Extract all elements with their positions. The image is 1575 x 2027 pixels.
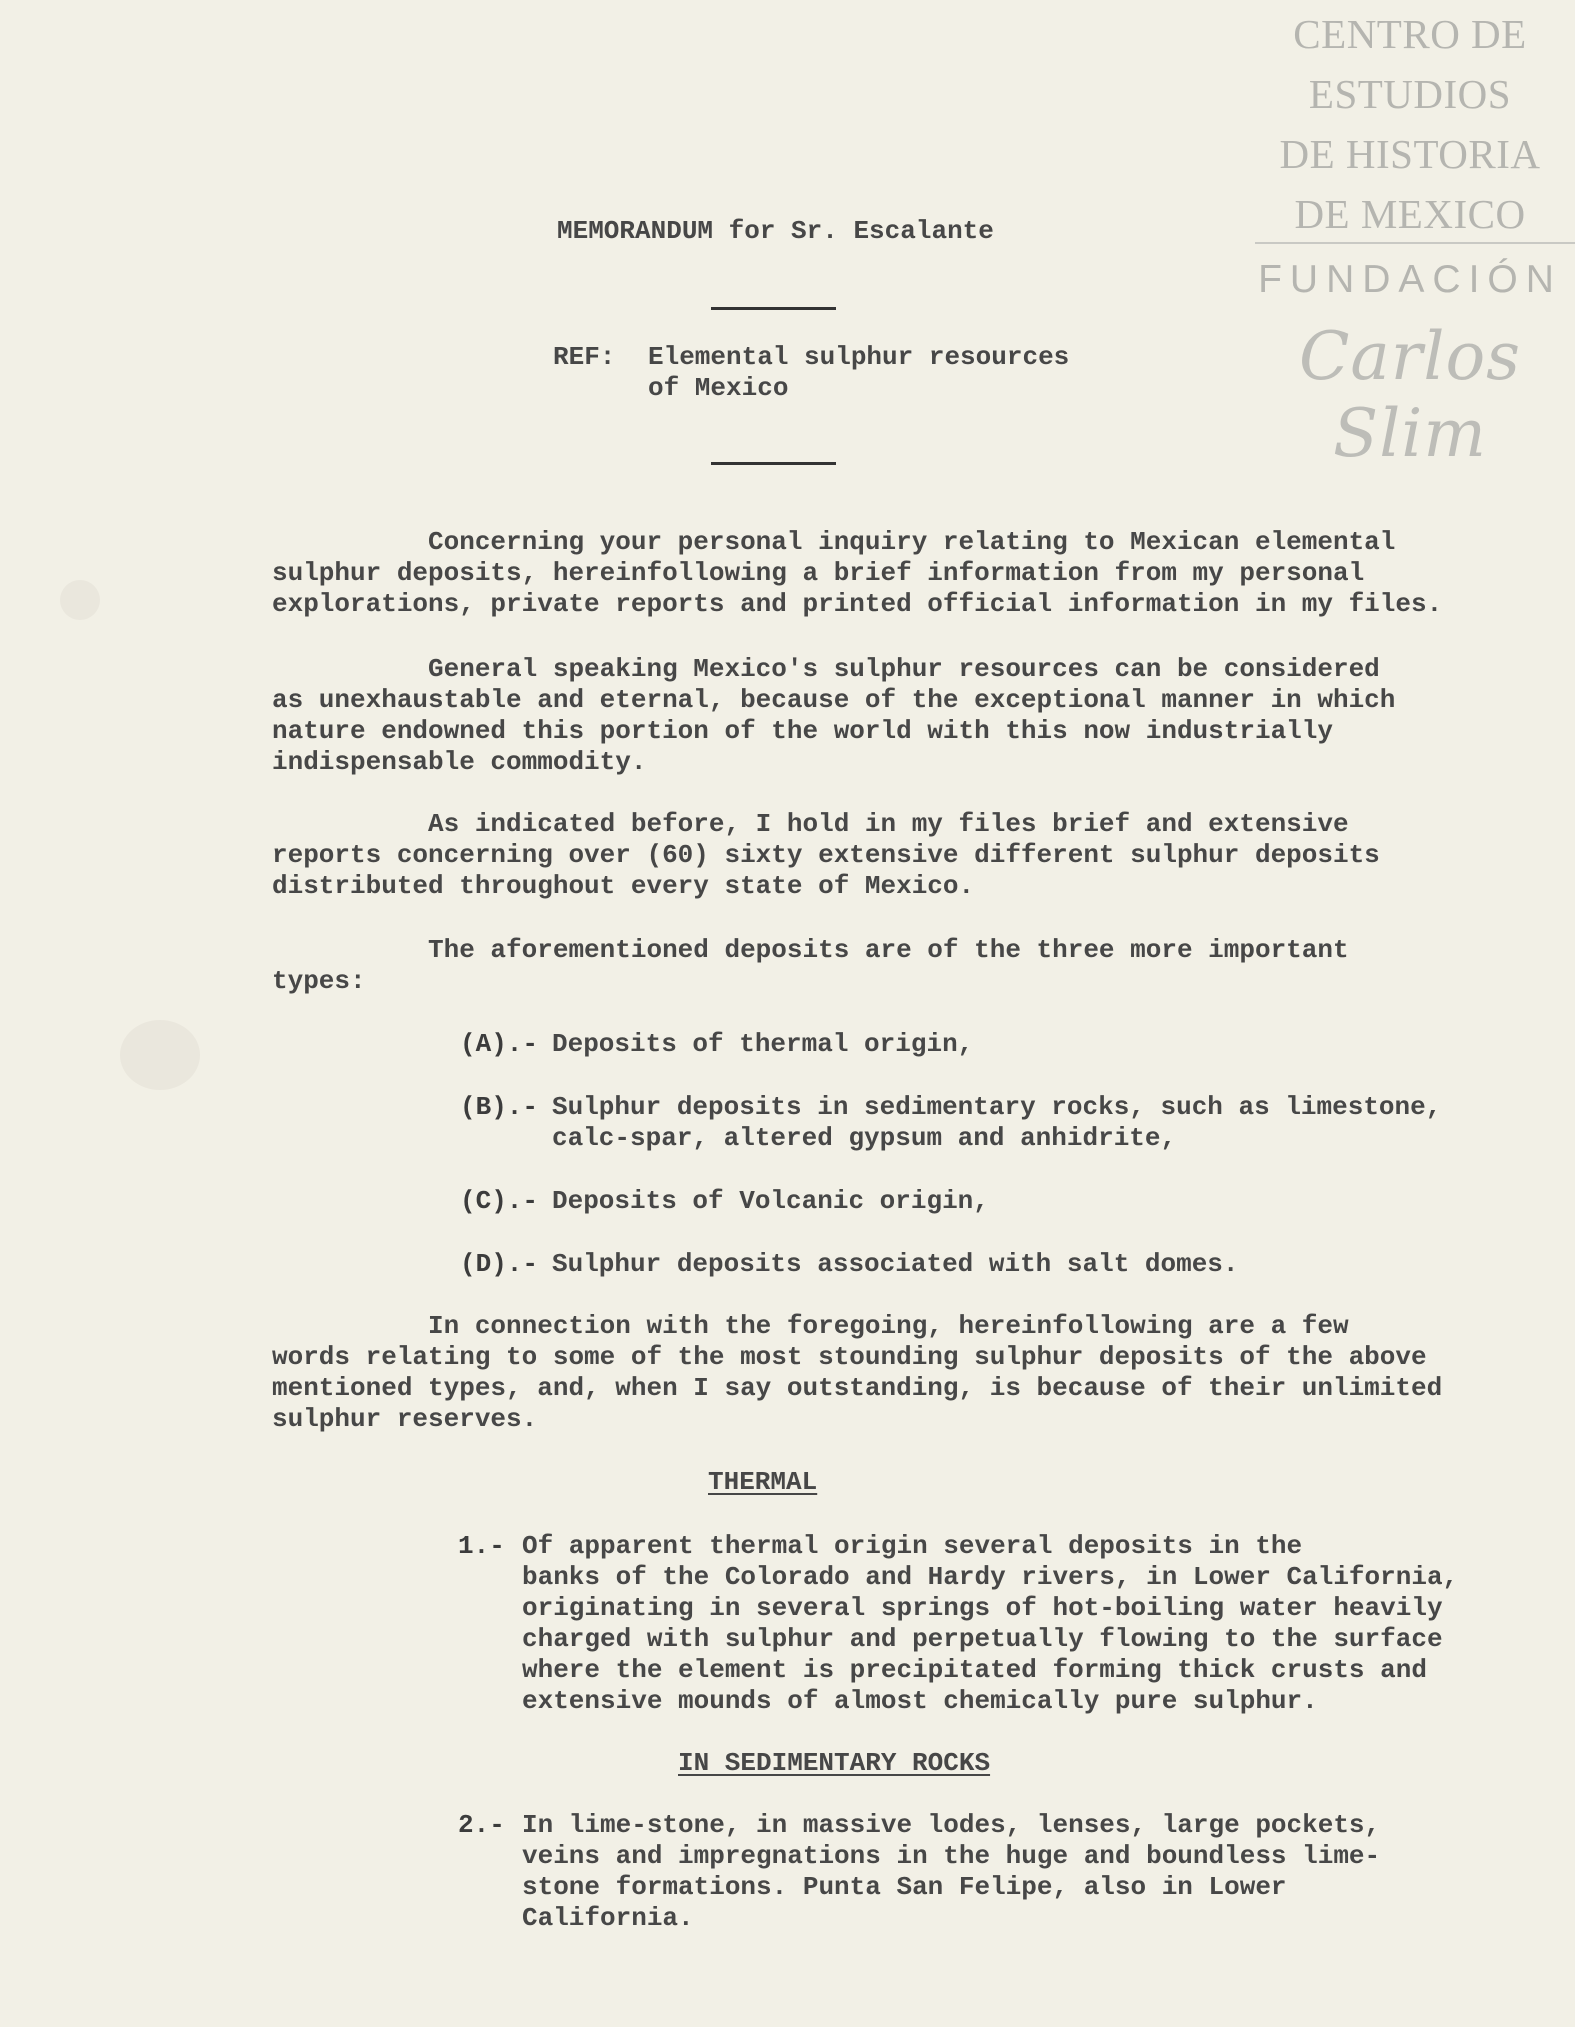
text-line: charged with sulphur and perpetually flowing to the surface: [522, 1624, 1443, 1654]
type-label: (A).-: [460, 1029, 539, 1059]
text-line: nature endowned this portion of the world with this now industrially: [272, 716, 1333, 746]
text-line: Sulphur deposits in sedimentary rocks, such as limestone,: [552, 1092, 1442, 1122]
section-heading-thermal: THERMAL: [708, 1467, 818, 1497]
watermark-line: DE MEXICO: [1294, 191, 1526, 237]
ref-line: of Mexico: [648, 373, 789, 403]
text-line: words relating to some of the most stounding sulphur deposits of the above: [272, 1342, 1427, 1372]
paper-stain: [120, 1020, 200, 1090]
watermark-line: CENTRO DE: [1293, 11, 1527, 57]
text-line: General speaking Mexico's sulphur resources can be considered: [272, 654, 1380, 684]
text-line: stone formations. Punta San Felipe, also in Lower: [522, 1872, 1287, 1902]
text-line: mentioned types, and, when I say outstanding, is because of their unlimited: [272, 1373, 1443, 1403]
paragraph-files: [272, 809, 1452, 902]
text-line: veins and impregnations in the huge and boundless lime-: [522, 1841, 1381, 1871]
watermark-line: ESTUDIOS: [1308, 71, 1512, 117]
text-line: California.: [522, 1903, 694, 1933]
text-line: Sulphur deposits associated with salt domes.: [552, 1249, 1239, 1279]
text-line: explorations, private reports and printed official information in my files.: [272, 589, 1443, 619]
archive-watermark: [1245, 0, 1575, 472]
type-label: (C).-: [460, 1186, 539, 1216]
text-line: extensive mounds of almost chemically pure sulphur.: [522, 1686, 1318, 1716]
type-text: [552, 1249, 1239, 1280]
text-line: Deposits of Volcanic origin,: [552, 1186, 989, 1216]
text-line: reports concerning over (60) sixty extensive different sulphur deposits: [272, 840, 1380, 870]
text-line: In connection with the foregoing, hereinfollowing are a few: [272, 1311, 1349, 1341]
text-line: banks of the Colorado and Hardy rivers, in Lower California,: [522, 1562, 1459, 1592]
text-line: types:: [272, 966, 366, 996]
text-line: calc-spar, altered gypsum and anhidrite,: [552, 1123, 1177, 1153]
type-label: (B).-: [460, 1092, 539, 1122]
paragraph-types-intro: [272, 935, 1452, 997]
text-line: originating in several springs of hot-boiling water heavily: [522, 1593, 1443, 1623]
text-line: sulphur reserves.: [272, 1404, 538, 1434]
text-line: Of apparent thermal origin several deposits in the: [522, 1531, 1303, 1561]
ref-divider: [711, 462, 836, 465]
title-divider: [711, 307, 836, 310]
text-line: Concerning your personal inquiry relating to Mexican elemental: [272, 527, 1396, 557]
watermark-signature: Carlos Slim: [1298, 318, 1522, 472]
text-line: sulphur deposits, hereinfollowing a brief information from my personal: [272, 558, 1365, 588]
type-text: [552, 1186, 989, 1217]
paragraph-inquiry: [272, 527, 1452, 620]
text-line: distributed throughout every state of Mexico.: [272, 871, 975, 901]
type-label: (D).-: [460, 1249, 539, 1279]
section-heading-sedimentary: IN SEDIMENTARY ROCKS: [678, 1748, 991, 1778]
watermark-foundation: FUNDACIÓN: [1258, 258, 1562, 301]
paragraph-connection: [272, 1311, 1452, 1435]
watermark-divider: [1255, 242, 1575, 244]
type-text: [552, 1029, 973, 1060]
paper-stain: [60, 580, 100, 620]
item-text: [522, 1810, 1380, 1934]
text-line: In lime-stone, in massive lodes, lenses, large pockets,: [522, 1810, 1381, 1840]
ref-line: Elemental sulphur resources: [648, 342, 1070, 372]
ref-label: REF:: [553, 342, 616, 372]
text-line: Deposits of thermal origin,: [552, 1029, 974, 1059]
item-number: 2.-: [458, 1810, 505, 1840]
ref-subject: [648, 342, 1069, 404]
watermark-line: DE HISTORIA: [1279, 131, 1541, 177]
paragraph-resources: [272, 654, 1452, 778]
item-number: 1.-: [458, 1531, 505, 1561]
text-line: indispensable commodity.: [272, 747, 647, 777]
text-line: where the element is precipitated forming thick crusts and: [522, 1655, 1427, 1685]
type-text: [552, 1092, 1441, 1154]
text-line: As indicated before, I hold in my files brief and extensive: [272, 809, 1349, 839]
item-text: [522, 1531, 1458, 1717]
text-line: The aforementioned deposits are of the three more important: [272, 935, 1349, 965]
memo-title: MEMORANDUM for Sr. Escalante: [557, 216, 994, 246]
text-line: as unexhaustable and eternal, because of the exceptional manner in which: [272, 685, 1396, 715]
